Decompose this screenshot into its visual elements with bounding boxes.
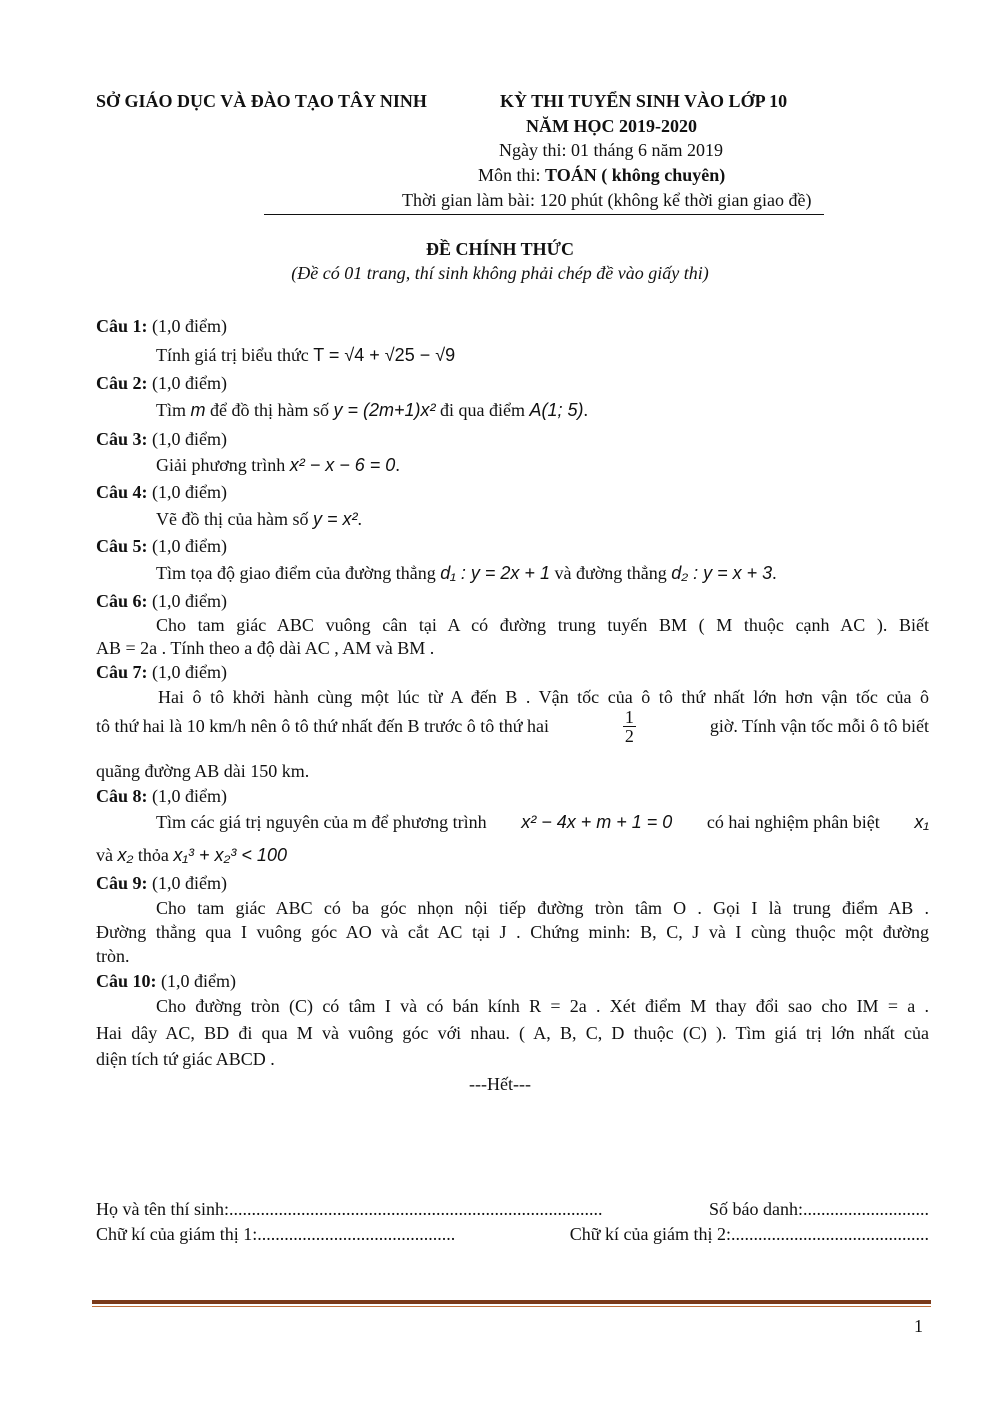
question-label: Câu 10:	[96, 971, 157, 991]
footer-rule-thick	[92, 1300, 931, 1304]
question-3-body	[156, 454, 400, 476]
question-10-heading	[96, 970, 236, 992]
q8-line1-a: Tìm các giá trị nguyên của m để phương trình	[156, 812, 487, 832]
q7-line2-b: giờ. Tính vận tốc mỗi ô tô biết	[709, 716, 929, 736]
fraction-denominator: 2	[624, 726, 634, 746]
exam-subject	[478, 164, 725, 186]
question-1-body	[156, 344, 455, 366]
signature-row	[96, 1223, 929, 1245]
question-7-line-2	[96, 708, 929, 745]
q8-line1-b: có hai nghiệm phân biệt	[706, 812, 880, 832]
exam-duration: Thời gian làm bài: 120 phút (không kể thời gian giao đề)	[402, 190, 812, 210]
question-label: Câu 2:	[96, 373, 148, 393]
question-8-line-1	[156, 810, 929, 834]
question-points: (1,0 điểm)	[147, 429, 227, 449]
q2-end: .	[583, 400, 589, 420]
q2-text-c: đi qua điểm	[440, 400, 526, 420]
question-points: (1,0 điểm)	[147, 373, 227, 393]
question-5-body	[156, 562, 777, 584]
exam-title: KỲ THI TUYỂN SINH VÀO LỚP 10	[500, 91, 788, 111]
q8-x1: x₁	[914, 812, 929, 832]
q2-var: m	[190, 400, 206, 420]
question-6-heading	[96, 590, 227, 612]
q2-text-b: để đồ thị hàm số	[210, 400, 329, 420]
question-label: Câu 8:	[96, 786, 148, 806]
question-points: (1,0 điểm)	[147, 591, 227, 611]
q2-text-a: Tìm	[156, 400, 186, 420]
q5-d1: d₁ : y = 2x + 1	[440, 563, 550, 583]
question-5-heading	[96, 535, 227, 557]
q1-text: Tính giá trị biểu thức	[156, 345, 309, 365]
end-mark: ---Hết---	[469, 1074, 531, 1094]
question-1-heading	[96, 315, 227, 337]
question-label: Câu 6:	[96, 591, 148, 611]
question-8-line-2	[96, 844, 287, 866]
invigilator-2-signature: Chữ kí của giám thị 2:............................................	[569, 1224, 929, 1244]
question-3-heading	[96, 428, 227, 450]
q4-end: .	[357, 509, 362, 529]
department-name: SỞ GIÁO DỤC VÀ ĐÀO TẠO TÂY NINH	[96, 91, 427, 111]
question-points: (1,0 điểm)	[147, 536, 227, 556]
question-9-line-2: Đường thẳng qua I vuông góc AO và cắt AC tại J . Chứng minh: B, C, J và I cùng thuộc một đường	[96, 922, 929, 942]
q8-equation: x² − 4x + m + 1 = 0	[521, 812, 673, 832]
subject-name: TOÁN ( không chuyên)	[545, 165, 726, 185]
candidate-info-row	[96, 1198, 929, 1220]
question-7-line-1: Hai ô tô khởi hành cùng một lúc từ A đến B . Vận tốc của ô tô thứ nhất lớn hơn vận tốc của ô	[158, 687, 929, 707]
official-note: (Đề có 01 trang, thí sinh không phải chép đề vào giấy thi)	[291, 263, 709, 283]
candidate-number-field: Số báo danh:............................	[709, 1199, 929, 1219]
question-7-heading	[96, 661, 227, 683]
q8-x2: x₂	[117, 845, 134, 865]
question-2-body	[156, 399, 588, 421]
question-label: Câu 9:	[96, 873, 148, 893]
question-label: Câu 1:	[96, 316, 148, 336]
question-points: (1,0 điểm)	[147, 873, 227, 893]
question-label: Câu 4:	[96, 482, 148, 502]
q5-text-b: và đường thẳng	[554, 563, 667, 583]
q3-formula: x² − x − 6 = 0	[289, 455, 396, 475]
question-9-line-1: Cho tam giác ABC có ba góc nhọn nội tiếp đường tròn tâm O . Gọi I là trung điểm AB .	[156, 898, 929, 918]
question-2-heading	[96, 372, 227, 394]
q1-formula: T = √4 + √25 − √9	[313, 345, 456, 365]
q8-line2-b: thỏa	[137, 845, 169, 865]
fraction-numerator: 1	[624, 707, 634, 727]
q3-text: Giải phương trình	[156, 455, 286, 475]
q2-point: A(1; 5)	[529, 400, 584, 420]
question-points: (1,0 điểm)	[156, 971, 236, 991]
subject-prefix: Môn thi:	[478, 165, 546, 185]
question-points: (1,0 điểm)	[147, 482, 227, 502]
question-4-body	[156, 508, 362, 530]
half-fraction	[623, 708, 636, 745]
question-10-line-3: diện tích tứ giác ABCD .	[96, 1049, 275, 1069]
question-9-heading	[96, 872, 227, 894]
header-rule	[264, 214, 824, 215]
question-10-line-2: Hai dây AC, BD đi qua M và vuông góc với nhau. ( A, B, C, D thuộc (C) ). Tìm giá trị lớn nhất của	[96, 1023, 929, 1043]
question-points: (1,0 điểm)	[147, 786, 227, 806]
q8-condition: x₁³ + x₂³ < 100	[173, 845, 287, 865]
question-points: (1,0 điểm)	[147, 662, 227, 682]
question-8-heading	[96, 785, 227, 807]
footer-rule-thin	[92, 1306, 931, 1307]
question-label: Câu 5:	[96, 536, 148, 556]
q5-end: .	[772, 563, 777, 583]
page-number: 1	[914, 1316, 923, 1336]
invigilator-1-signature: Chữ kí của giám thị 1:............................................	[96, 1224, 456, 1244]
question-10-line-1: Cho đường tròn (C) có tâm I và có bán kính R = 2a . Xét điểm M thay đổi sao cho IM = a .	[156, 996, 929, 1016]
q2-formula: y = (2m+1)x²	[333, 400, 436, 420]
exam-date: Ngày thi: 01 tháng 6 năm 2019	[499, 140, 723, 160]
q4-formula: y = x²	[312, 509, 358, 529]
q4-text: Vẽ đồ thị của hàm số	[156, 509, 309, 529]
question-label: Câu 3:	[96, 429, 148, 449]
q5-d2: d₂ : y = x + 3	[671, 563, 773, 583]
q3-end: .	[395, 455, 400, 475]
question-7-line-3: quãng đường AB dài 150 km.	[96, 761, 310, 781]
question-6-line-2: AB = 2a . Tính theo a độ dài AC , AM và BM .	[96, 638, 435, 658]
question-6-line-1: Cho tam giác ABC vuông cân tại A có đường trung tuyến BM ( M thuộc cạnh AC ). Biết	[156, 615, 929, 635]
question-9-line-3: tròn.	[96, 946, 130, 966]
q8-line2-a: và	[96, 845, 113, 865]
question-label: Câu 7:	[96, 662, 148, 682]
q5-text-a: Tìm tọa độ giao điểm của đường thẳng	[156, 563, 436, 583]
candidate-name-field: Họ và tên thí sinh:...................................................................................	[96, 1199, 603, 1219]
school-year: NĂM HỌC 2019-2020	[526, 116, 697, 136]
question-4-heading	[96, 481, 227, 503]
q7-line2-a: tô thứ hai là 10 km/h nên ô tô thứ nhất đến B trước ô tô thứ hai	[96, 716, 549, 736]
question-points: (1,0 điểm)	[147, 316, 227, 336]
official-title: ĐỀ CHÍNH THỨC	[425, 239, 575, 259]
